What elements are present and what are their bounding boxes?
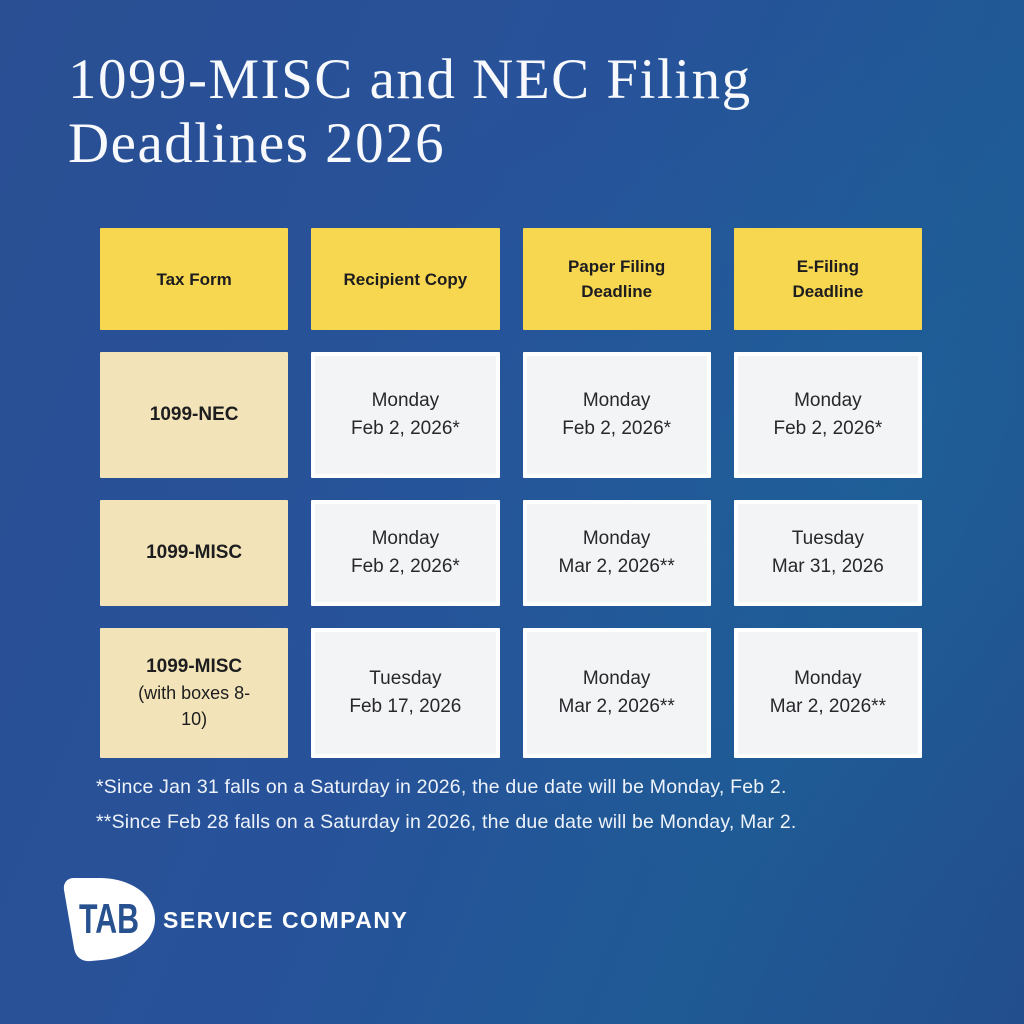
page-title: 1099-MISC and NEC Filing Deadlines 2026 — [68, 48, 752, 175]
deadline-date: Feb 2, 2026* — [773, 418, 883, 439]
footnotes — [96, 770, 797, 840]
deadline-day: Monday — [582, 390, 651, 411]
deadline-table — [100, 228, 922, 758]
header-label: Recipient Copy — [343, 269, 468, 289]
form-cell-1099-misc-boxes-8-10 — [100, 628, 288, 758]
header-cell-paper-filing-deadline — [523, 228, 711, 330]
header-label: Tax Form — [156, 269, 232, 289]
deadline-cell-misc810-recipient — [311, 628, 499, 758]
deadline-cell-misc-paper — [523, 500, 711, 606]
header-label: Paper Filing Deadline — [567, 257, 666, 301]
deadline-date: Mar 31, 2026 — [771, 556, 884, 577]
deadline-day: Monday — [371, 390, 440, 411]
deadline-cell-misc-recipient — [311, 500, 499, 606]
deadline-date: Feb 2, 2026* — [350, 418, 460, 439]
deadline-cell-nec-paper — [523, 352, 711, 478]
deadline-date: Feb 17, 2026 — [349, 696, 462, 717]
company-name: SERVICE COMPANY — [163, 906, 409, 933]
deadline-date: Feb 2, 2026* — [562, 418, 672, 439]
deadline-cell-nec-efiling — [734, 352, 922, 478]
deadline-date: Mar 2, 2026** — [769, 696, 886, 717]
deadline-cell-misc810-paper — [523, 628, 711, 758]
deadline-day: Tuesday — [791, 528, 864, 549]
tab-logo-mark-icon — [62, 876, 156, 964]
deadline-date: Mar 2, 2026** — [558, 696, 675, 717]
form-cell-1099-nec — [100, 352, 288, 478]
deadline-day: Monday — [794, 668, 862, 689]
header-label: E-Filing Deadline — [792, 257, 864, 301]
form-cell-1099-misc — [100, 500, 288, 606]
deadline-cell-nec-recipient — [311, 352, 499, 478]
deadline-day: Monday — [582, 668, 651, 689]
deadline-date: Feb 2, 2026* — [350, 556, 460, 577]
header-cell-tax-form — [100, 228, 288, 330]
header-cell-e-filing-deadline — [734, 228, 922, 330]
deadline-date: Mar 2, 2026** — [558, 556, 675, 577]
form-name: 1099-MISC — [146, 656, 243, 677]
deadline-day: Tuesday — [369, 668, 442, 689]
form-note: (with boxes 8-10) — [138, 683, 251, 729]
deadline-day: Monday — [371, 528, 440, 549]
tab-service-company-logo — [62, 876, 408, 964]
deadline-cell-misc-efiling — [734, 500, 922, 606]
form-name: 1099-MISC — [146, 542, 243, 563]
deadline-day: Monday — [794, 390, 862, 411]
footnote-2: **Since Feb 28 falls on a Saturday in 2026, the due date will be Monday, Mar 2. — [96, 811, 797, 833]
form-name: 1099-NEC — [149, 404, 239, 425]
header-cell-recipient-copy — [311, 228, 499, 330]
deadline-cell-misc810-efiling — [734, 628, 922, 758]
footnote-1: *Since Jan 31 falls on a Saturday in 2026, the due date will be Monday, Feb 2. — [96, 776, 787, 798]
tab-logo-mark-text: TAB — [79, 895, 139, 942]
deadline-day: Monday — [582, 528, 651, 549]
